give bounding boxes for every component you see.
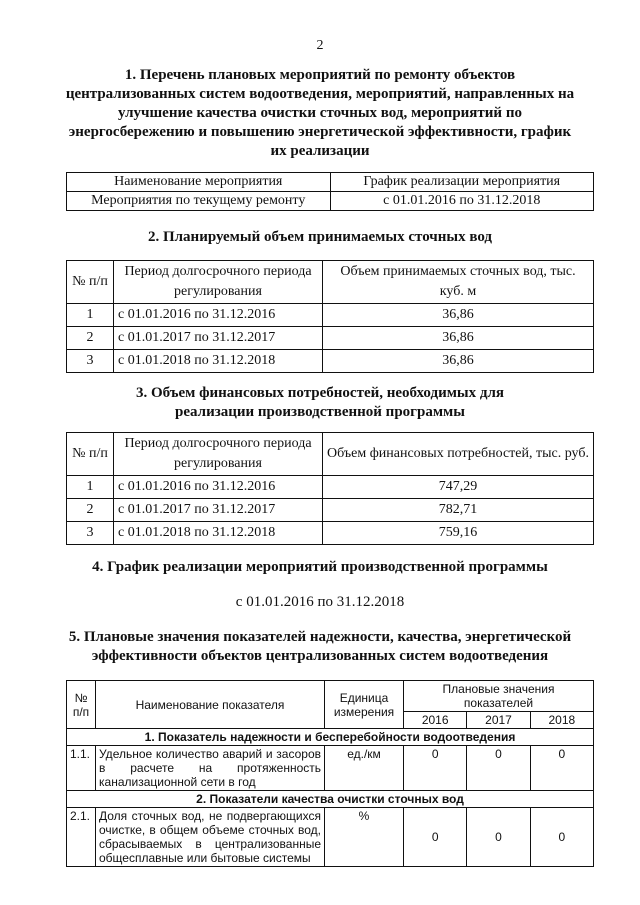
indicators-header-unit: Единица измерения [325,681,404,729]
year-2018: 2018 [530,712,593,729]
section-4-period: с 01.01.2016 по 31.12.2018 [235,594,405,610]
row-value-2018: 0 [530,808,593,867]
row-value-2017: 0 [467,808,530,867]
volume-header-value: Объем принимаемых сточных вод, тыс. куб. м [323,261,594,304]
row-value: 36,86 [323,304,594,327]
row-num: 2 [67,327,114,350]
row-value-2016: 0 [404,808,467,867]
table-row [67,522,594,545]
indicators-header-name: Наименование показателя [96,681,325,729]
section-5-title: 5. Плановые значения показателей надежности, качества, энергетической эффективности объектов централизованных систем водоотведения [68,629,572,664]
table-row [67,350,594,373]
table-row [67,304,594,327]
activities-header-schedule: График реализации мероприятия [330,173,594,192]
activities-table [66,172,594,211]
row-period: с 01.01.2016 по 31.12.2016 [114,476,323,499]
row-value: 36,86 [323,327,594,350]
indicators-table [66,680,594,867]
page-number: 2 [316,38,324,53]
row-num: 3 [67,350,114,373]
section-1-title: 1. Перечень плановых мероприятий по ремонту объектов централизованных систем водоотведения, мероприятий, направленных на улучшение качества очистки сточных вод, мероприятий по энергосбережению и повышению энергетической эффективности, график их реализации [65,67,575,159]
row-num: 1.1. [67,746,96,791]
row-value: 747,29 [323,476,594,499]
finance-table [66,432,594,545]
row-value-2016: 0 [404,746,467,791]
row-value-2017: 0 [467,746,530,791]
section-3-title: 3. Объем финансовых потребностей, необходимых для реализации производственной программы [135,385,505,420]
section-2-title: 2. Планируемый объем принимаемых сточных вод [147,229,493,245]
activities-header-name: Наименование мероприятия [67,173,331,192]
row-value: 782,71 [323,499,594,522]
table-row [67,499,594,522]
row-value: 759,16 [323,522,594,545]
finance-header-period: Период долгосрочного периода регулирования [114,433,323,476]
activities-cell-schedule: с 01.01.2016 по 31.12.2018 [330,192,594,211]
row-indicator-name: Доля сточных вод, не подвергающихся очистке, в общем объеме сточных вод, сбрасываемых в централизованные общесплавные или бытовые системы [96,808,325,867]
indicators-header-num: № п/п [67,681,96,729]
year-2017: 2017 [467,712,530,729]
table-row [67,746,594,791]
indicators-header-plan: Плановые значения показателей [404,681,594,712]
activities-cell-name: Мероприятия по текущему ремонту [67,192,331,211]
volume-header-num: № п/п [67,261,114,304]
row-num: 1 [67,304,114,327]
row-period: с 01.01.2018 по 31.12.2018 [114,350,323,373]
row-period: с 01.01.2017 по 31.12.2017 [114,327,323,350]
group-1-title: 1. Показатель надежности и бесперебойности водоотведения [67,729,594,746]
row-period: с 01.01.2016 по 31.12.2016 [114,304,323,327]
row-num: 1 [67,476,114,499]
finance-header-num: № п/п [67,433,114,476]
row-value: 36,86 [323,350,594,373]
table-row [67,476,594,499]
group-2-title: 2. Показатели качества очистки сточных вод [67,791,594,808]
row-num: 2.1. [67,808,96,867]
row-value-2018: 0 [530,746,593,791]
row-period: с 01.01.2018 по 31.12.2018 [114,522,323,545]
table-row [67,808,594,867]
year-2016: 2016 [404,712,467,729]
table-row [67,327,594,350]
section-4-title: 4. График реализации мероприятий производственной программы [92,559,548,575]
volume-header-period: Период долгосрочного периода регулирования [114,261,323,304]
row-unit: % [325,808,404,867]
row-indicator-name: Удельное количество аварий и засоров в расчете на протяженность канализационной сети в год [96,746,325,791]
finance-header-value: Объем финансовых потребностей, тыс. руб. [323,433,594,476]
row-num: 3 [67,522,114,545]
row-period: с 01.01.2017 по 31.12.2017 [114,499,323,522]
row-num: 2 [67,499,114,522]
volume-table [66,260,594,373]
row-unit: ед./км [325,746,404,791]
